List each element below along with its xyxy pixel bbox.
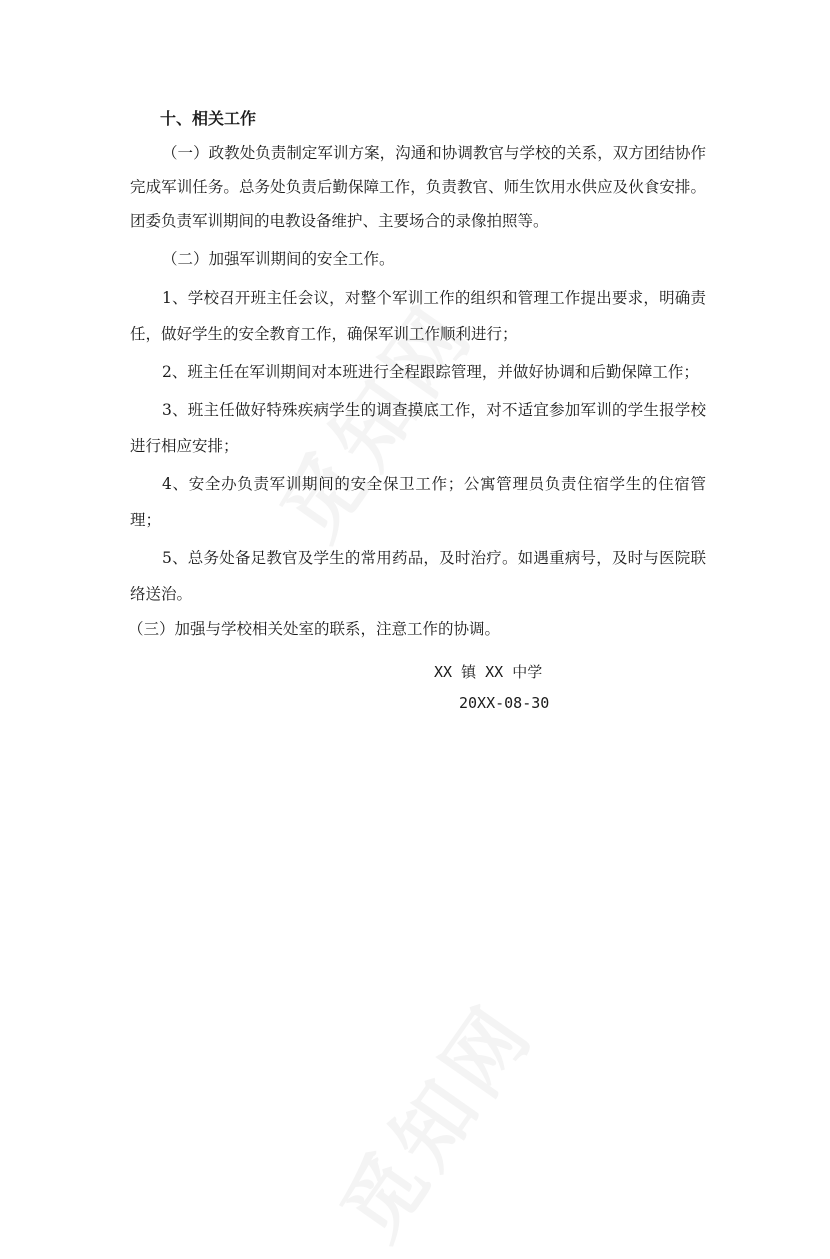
- paragraph-3: 1、学校召开班主任会议，对整个军训工作的组织和管理工作提出要求，明确责任，做好学生的安全教育工作，确保军训工作顺利进行；: [130, 289, 706, 343]
- paragraph-5: 3、班主任做好特殊疾病学生的调查摸底工作，对不适宜参加军训的学生报学校进行相应安排；: [130, 401, 706, 455]
- signature-organization: XX 镇 XX 中学: [434, 663, 543, 681]
- paragraph-8: （三）加强与学校相关处室的联系，注意工作的协调。: [128, 620, 501, 638]
- paragraph-7: 5、总务处备足教官及学生的常用药品，及时治疗。如遇重病号，及时与医院联络送治。: [130, 549, 706, 603]
- document-body: [130, 102, 706, 646]
- watermark-text-bottom: [309, 976, 555, 1258]
- paragraph-2: （二）加强军训期间的安全工作。: [162, 250, 395, 268]
- section-heading: 十、相关工作: [160, 109, 257, 128]
- signature-date: 20XX-08-30: [459, 694, 550, 712]
- paragraph-6: 4、安全办负责军训期间的安全保卫工作；公寓管理员负责住宿学生的住宿管理；: [130, 475, 706, 529]
- paragraph-4: 2、班主任在军训期间对本班进行全程跟踪管理，并做好协调和后勤保障工作；: [162, 363, 699, 381]
- paragraph-1: （一）政教处负责制定军训方案，沟通和协调教官与学校的关系，双方团结协作完成军训任务。总务处负责后勤保障工作，负责教官、师生饮用水供应及伙食安排。团委负责军训期间的电教设备维护、主要场合的录像拍照等。: [130, 144, 706, 230]
